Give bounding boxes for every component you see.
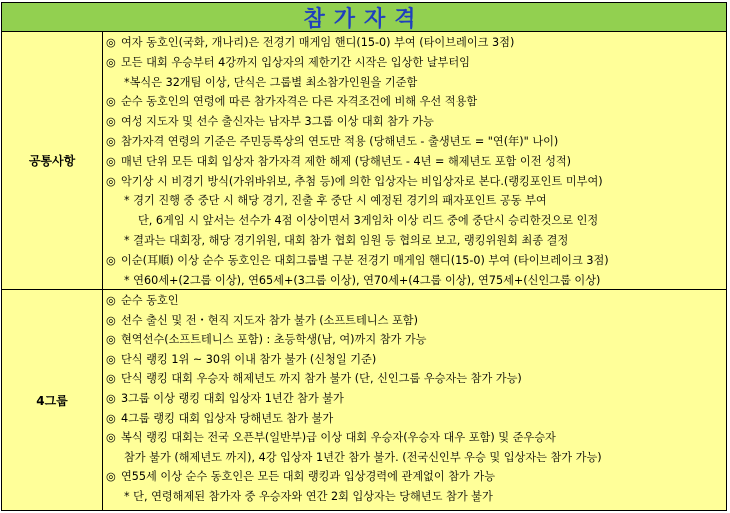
double-circle-bullet-icon: ◎ [106, 431, 116, 445]
rule-text: * 경기 진행 중 중단 시 해당 경기, 진출 후 중단 시 예정된 경기의 패자포인트 공동 부여 [124, 194, 547, 208]
rule-text: 단, 6게임 시 앞서는 선수가 4점 이상이면서 3게임차 이상 리드 중에 중단시 승리한것으로 인정 [138, 214, 599, 228]
rule-text: 모든 대회 우승부터 4강까지 입상자의 제한기간 시작은 입상한 날부터임 [121, 55, 470, 69]
rule-note-line [106, 448, 726, 468]
rule-text: * 단, 연령해제된 참가자 중 우승자와 연간 2회 입상자는 당해년도 참가 불가 [124, 489, 493, 503]
rule-line [106, 53, 726, 73]
page-title: 참가자격 [303, 6, 425, 32]
rule-note-line [106, 231, 726, 251]
rule-line [106, 152, 726, 172]
double-circle-bullet-icon: ◎ [106, 411, 116, 425]
rule-text: * 연60세+(2그룹 이상), 연65세+(3그룹 이상), 연70세+(4그룹 이상), 연75세+(신인그룹 이상) [124, 273, 601, 287]
section-label: 공통사항 [2, 32, 103, 289]
rule-text: 참가 불가 (해제년도 까지), 4강 입상자 1년간 참가 불가. (전국신인부 우승 및 입상자는 참가 가능) [124, 450, 602, 464]
double-circle-bullet-icon: ◎ [106, 174, 116, 188]
rule-text: 매년 단위 모든 대회 입상자 참가자격 제한 해제 (당해년도 - 4년 = 해제년도 포함 이전 성적) [121, 154, 572, 168]
rule-line [106, 389, 726, 409]
section-content [103, 32, 726, 289]
rule-text: 단식 랭킹 1위 ~ 30위 이내 참가 불가 (신청일 기준) [121, 352, 377, 366]
rule-line [106, 330, 726, 350]
rule-line [106, 291, 726, 311]
rule-text: 선수 출신 및 전・현직 지도자 참가 불가 (소프트테니스 포함) [121, 313, 418, 327]
double-circle-bullet-icon: ◎ [106, 294, 116, 307]
rule-line [106, 172, 726, 192]
rule-line [106, 350, 726, 370]
rule-line [106, 369, 726, 389]
section-common [1, 32, 727, 290]
section-label: 4그룹 [2, 290, 103, 510]
double-circle-bullet-icon: ◎ [106, 313, 116, 327]
rule-line [106, 33, 726, 53]
rule-text: 단식 랭킹 대회 우승자 해제년도 까지 참가 불가 (단, 신인그룹 우승자는 참가 가능) [121, 372, 522, 386]
rule-note-line [106, 191, 726, 211]
rule-text: 이순(耳順) 이상 순수 동호인은 대회그룹별 구분 전경기 매게임 핸디(15-0) 부여 (타이브레이크 3점) [121, 253, 609, 267]
rule-line [106, 409, 726, 429]
rule-line [106, 92, 726, 112]
double-circle-bullet-icon: ◎ [106, 154, 116, 168]
rule-text: 순수 동호인의 연령에 따른 참가자격은 다른 자격조건에 비해 우선 적용함 [121, 95, 478, 109]
rule-text: 여자 동호인(국화, 개나리)은 전경기 매게임 핸디(15-0) 부여 (타이브레이크 3점) [121, 36, 515, 49]
title-banner [1, 2, 727, 32]
rule-text: 악기상 시 비경기 방식(가위바위보, 추첨 등)에 의한 입상자는 비입상자로 본다.(랭킹포인트 미부여) [121, 174, 603, 188]
double-circle-bullet-icon: ◎ [106, 372, 116, 386]
rule-note-line [106, 73, 726, 93]
double-circle-bullet-icon: ◎ [106, 333, 116, 347]
rule-text: 참가자격 연령의 기준은 주민등록상의 연도만 적용 (당해년도 - 출생년도 = "연(年)" 나이) [121, 134, 559, 148]
rule-note-line [106, 271, 726, 291]
double-circle-bullet-icon: ◎ [106, 55, 116, 69]
rule-line [106, 132, 726, 152]
rule-line [106, 467, 726, 487]
rule-text: 현역선수(소프트테니스 포함) : 초등학생(남, 여)까지 참가 가능 [121, 333, 427, 347]
rule-text: 연55세 이상 순수 동호인은 모든 대회 랭킹과 입상경력에 관계없이 참가 가능 [121, 470, 496, 484]
rule-note-line [106, 211, 726, 231]
double-circle-bullet-icon: ◎ [106, 134, 116, 148]
rule-line [106, 251, 726, 271]
double-circle-bullet-icon: ◎ [106, 470, 116, 484]
rule-line [106, 428, 726, 448]
double-circle-bullet-icon: ◎ [106, 391, 116, 405]
rule-text: 순수 동호인 [121, 294, 179, 307]
rule-text: 4그룹 랭킹 대회 입상자 당해년도 참가 불가 [121, 411, 334, 425]
rule-text: * 결과는 대회장, 해당 경기위원, 대회 참가 협회 임원 등 협의로 보고, 랭킹위원회 최종 결정 [124, 233, 569, 247]
rule-text: *복식은 32개팀 이상, 단식은 그룹별 최소참가인원을 기준함 [124, 75, 418, 89]
double-circle-bullet-icon: ◎ [106, 352, 116, 366]
rule-note-line [106, 487, 726, 507]
rule-text: 복식 랭킹 대회는 전국 오픈부(일반부)급 이상 대회 우승자(우승자 대우 포함) 및 준우승자 [121, 431, 556, 445]
section-group-4 [1, 290, 727, 511]
rule-line [106, 311, 726, 331]
double-circle-bullet-icon: ◎ [106, 253, 116, 267]
rule-text: 3그룹 이상 랭킹 대회 입상자 1년간 참가 불가 [121, 391, 344, 405]
rule-line [106, 112, 726, 132]
double-circle-bullet-icon: ◎ [106, 36, 116, 49]
rule-text: 여성 지도자 및 선수 출신자는 남자부 3그룹 이상 대회 참가 가능 [121, 115, 434, 129]
double-circle-bullet-icon: ◎ [106, 115, 116, 129]
double-circle-bullet-icon: ◎ [106, 95, 116, 109]
section-content [103, 290, 726, 510]
